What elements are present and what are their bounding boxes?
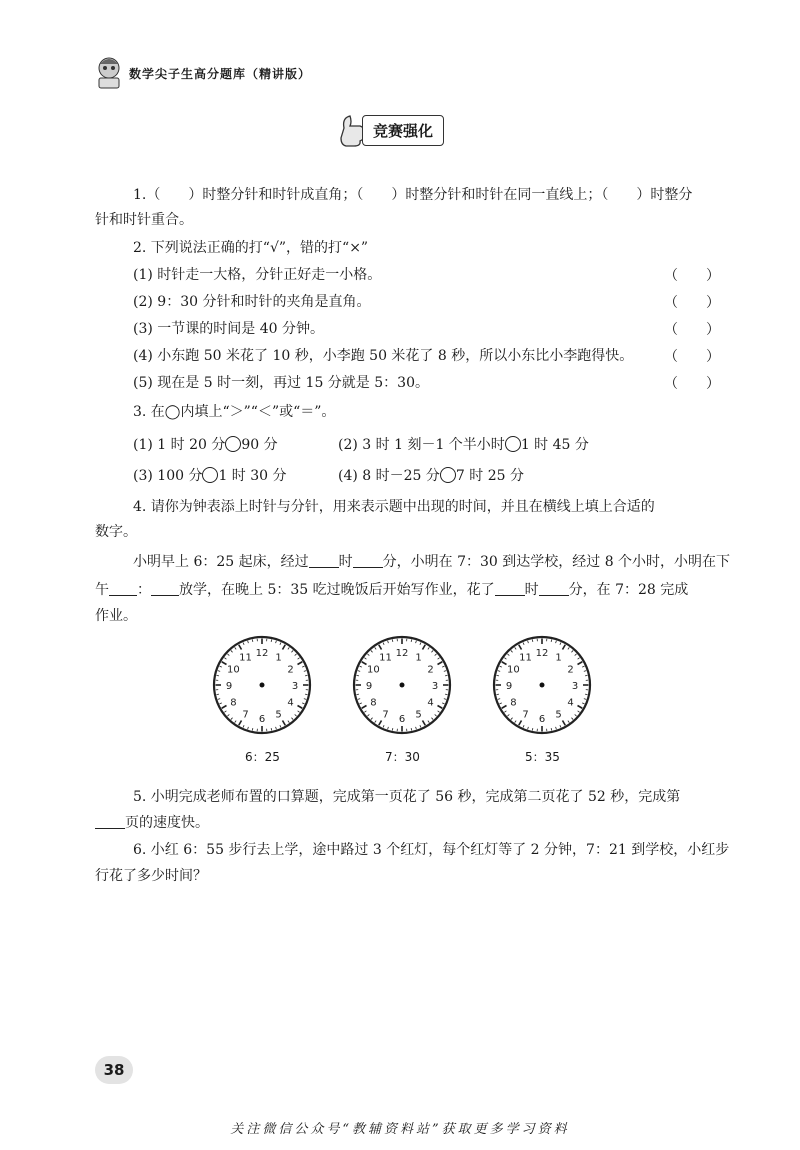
clock-center-dot — [540, 683, 545, 688]
clock-number: 12 — [395, 648, 409, 659]
clock-tick — [305, 694, 307, 695]
fill-blank[interactable] — [109, 581, 137, 596]
fill-blank[interactable] — [151, 581, 179, 596]
clock-number: 4 — [287, 697, 294, 709]
clock-number: 1 — [555, 652, 562, 664]
clock-number: 12 — [535, 648, 549, 659]
clock-tick — [497, 694, 499, 695]
q2-answer-paren-4[interactable]: （ ） — [664, 349, 720, 365]
clock-number: 9 — [225, 681, 233, 692]
clock-tick — [217, 694, 219, 695]
clock-number: 8 — [230, 697, 237, 709]
clock-number: 3 — [571, 681, 579, 692]
clock-center-dot — [400, 683, 405, 688]
q2-item-1: (1) 时针走一大格，分针正好走一小格。 — [133, 267, 382, 283]
clock-caption-2: 7：30 — [385, 750, 420, 764]
q2-answer-paren-5[interactable]: （ ） — [664, 376, 720, 392]
mascot-icon — [95, 56, 123, 90]
clock-number: 12 — [255, 648, 269, 659]
clock-tick — [357, 675, 359, 676]
compare-circle[interactable] — [202, 467, 218, 483]
clock-tick — [305, 675, 307, 676]
q4-paragraph-1: 小明早上 6：25 起床，经过 时 分，小明在 7：30 到达学校，经过 8 个小时，小明在下 — [133, 554, 731, 570]
clock-number: 2 — [567, 664, 574, 676]
clock-number: 10 — [367, 664, 380, 676]
clock-number: 4 — [427, 697, 434, 709]
clock-tick — [271, 728, 272, 730]
clock-face-3[interactable] — [490, 633, 594, 737]
q4-title-2: 数字。 — [95, 524, 137, 540]
clock-tick — [271, 640, 272, 642]
q3-item-1: (1) 1 时 20 分 90 分 — [133, 437, 278, 453]
q1-line2: 针和时针重合。 — [95, 212, 193, 228]
clock-number: 8 — [370, 697, 377, 709]
clock-number: 11 — [239, 652, 252, 664]
clock-number: 7 — [242, 709, 249, 721]
book-title: 数学尖子生高分题库（精讲版） — [129, 66, 312, 81]
clock-tick — [217, 675, 219, 676]
q2-title: 2. 下列说法正确的打“√”，错的打“×” — [133, 240, 369, 256]
fill-blank[interactable] — [309, 553, 339, 568]
clock-number: 1 — [415, 652, 422, 664]
q3-item-3: (3) 100 分 1 时 30 分 — [133, 468, 287, 484]
clock-tick — [585, 694, 587, 695]
clock-number: 3 — [431, 681, 439, 692]
q5-line2: 页的速度快。 — [95, 813, 209, 833]
clock-tick — [357, 694, 359, 695]
q3-item-2: (2) 3 时 1 刻－1 个半小时 1 时 45 分 — [338, 437, 589, 453]
q2-item-4: (4) 小东跑 50 米花了 10 秒，小李跑 50 米花了 8 秒，所以小东比小李跑得快。 — [133, 348, 634, 364]
section-badge — [338, 112, 444, 148]
clock-number: 5 — [555, 709, 562, 721]
section-title: 竞赛强化 — [362, 115, 444, 146]
footer-note: 关注微信公众号“教辅资料站”获取更多学习资料 — [230, 1122, 570, 1137]
clock-tick — [392, 640, 393, 642]
clock-number: 7 — [522, 709, 529, 721]
clock-number: 6 — [538, 714, 546, 725]
clock-tick — [551, 640, 552, 642]
clock-number: 3 — [291, 681, 299, 692]
q3-title: 3. 在◯内填上“＞”“＜”或“＝”。 — [133, 404, 336, 420]
clock-tick — [497, 675, 499, 676]
fill-blank[interactable] — [539, 581, 569, 596]
clock-tick — [445, 694, 447, 695]
q5-line1: 5. 小明完成老师布置的口算题，完成第一页花了 56 秒，完成第二页花了 52 秒，完成第 — [133, 789, 681, 805]
q2-item-5: (5) 现在是 5 时一刻，再过 15 分就是 5：30。 — [133, 375, 429, 391]
q4-title-1: 4. 请你为钟表添上时针与分针，用来表示题中出现的时间，并且在横线上填上合适的 — [133, 499, 655, 515]
clock-number: 4 — [567, 697, 574, 709]
clock-number: 1 — [275, 652, 282, 664]
clock-caption-1: 6：25 — [245, 750, 280, 764]
q2-item-3: (3) 一节课的时间是 40 分钟。 — [133, 321, 324, 337]
compare-circle[interactable] — [440, 467, 456, 483]
q4-paragraph-2: 午 ： 放学，在晚上 5：35 吃过晚饭后开始写作业，花了 时 分，在 7：28 完成 — [95, 582, 689, 598]
clock-number: 2 — [427, 664, 434, 676]
clock-number: 6 — [398, 714, 406, 725]
clock-number: 10 — [227, 664, 240, 676]
fill-blank[interactable] — [495, 581, 525, 596]
clock-center-dot — [260, 683, 265, 688]
clock-number: 11 — [379, 652, 392, 664]
q4-paragraph-3: 作业。 — [95, 608, 137, 624]
compare-circle[interactable] — [225, 436, 241, 452]
clock-tick — [411, 640, 412, 642]
clock-tick — [252, 728, 253, 730]
clock-number: 7 — [382, 709, 389, 721]
page-number: 38 — [95, 1056, 133, 1084]
clock-caption-3: 5：35 — [525, 750, 560, 764]
clock-face-1[interactable] — [210, 633, 314, 737]
q1-line1: 1.（ ）时整分针和时针成直角；（ ）时整分针和时针在同一直线上；（ ）时整分 — [133, 187, 693, 203]
compare-circle[interactable] — [505, 436, 521, 452]
clock-number: 6 — [258, 714, 266, 725]
clock-number: 11 — [519, 652, 532, 664]
clock-number: 5 — [275, 709, 282, 721]
q2-answer-paren-3[interactable]: （ ） — [664, 322, 720, 338]
q2-item-2: (2) 9：30 分针和时针的夹角是直角。 — [133, 294, 371, 310]
clock-number: 2 — [287, 664, 294, 676]
fill-blank[interactable] — [95, 814, 125, 829]
clock-number: 9 — [505, 681, 513, 692]
clock-number: 10 — [507, 664, 520, 676]
clock-tick — [392, 728, 393, 730]
clock-tick — [532, 728, 533, 730]
clock-tick — [532, 640, 533, 642]
q2-answer-paren-1[interactable]: （ ） — [664, 268, 720, 284]
clock-number: 8 — [510, 697, 517, 709]
fill-blank[interactable] — [353, 553, 383, 568]
book-header — [95, 56, 311, 90]
clock-number: 9 — [365, 681, 373, 692]
clock-tick — [445, 675, 447, 676]
clock-tick — [585, 675, 587, 676]
clock-face-2[interactable] — [350, 633, 454, 737]
clock-tick — [411, 728, 412, 730]
q2-answer-paren-2[interactable]: （ ） — [664, 295, 720, 311]
q3-item-4: (4) 8 时－25 分 7 时 25 分 — [338, 468, 524, 484]
clock-number: 5 — [415, 709, 422, 721]
q6-line2: 行花了多少时间？ — [95, 868, 207, 884]
clock-tick — [551, 728, 552, 730]
q6-line1: 6. 小红 6：55 步行去上学，途中路过 3 个红灯，每个红灯等了 2 分钟，7：21 到学校，小红步 — [133, 842, 730, 858]
clock-tick — [252, 640, 253, 642]
